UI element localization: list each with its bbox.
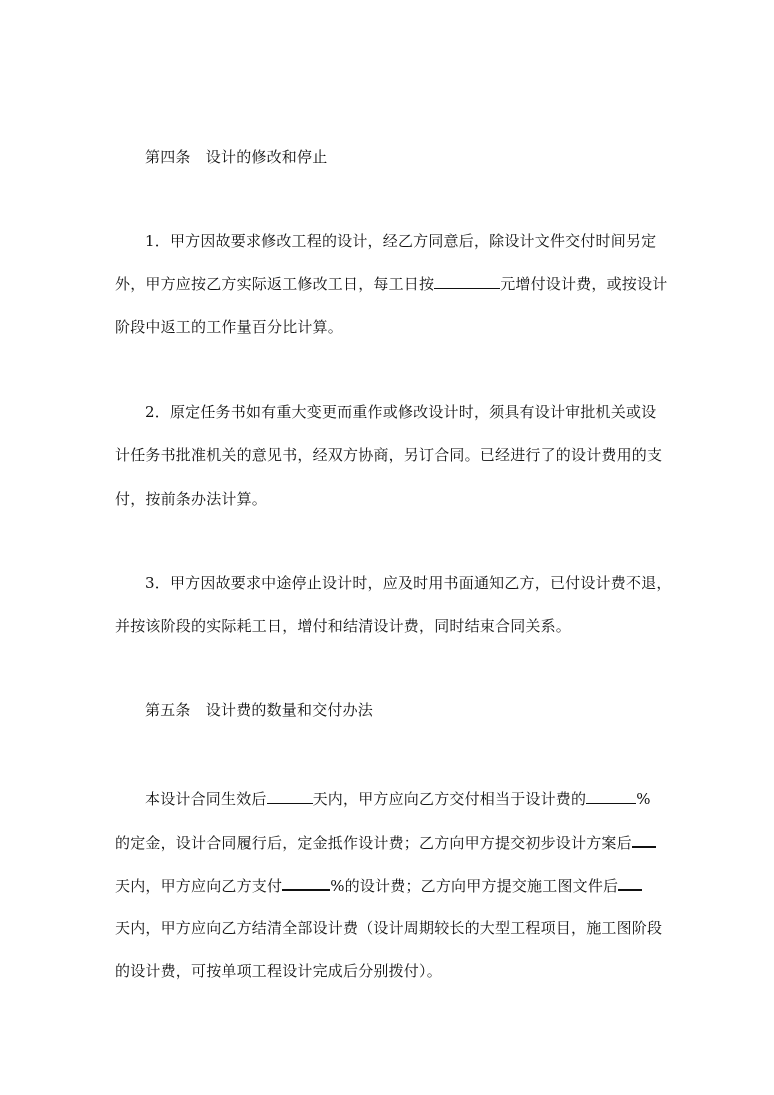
fee-per-day-blank bbox=[434, 274, 500, 289]
article4-item2-line3: 付，按前条办法计算。 bbox=[115, 490, 268, 508]
days-after-preliminary-blank bbox=[632, 832, 656, 848]
article4-item1-line2 bbox=[115, 274, 668, 294]
article5-line3-text-b: %的设计费；乙方向甲方提交施工图文件后 bbox=[330, 877, 619, 895]
payment-percent-blank bbox=[282, 875, 330, 891]
article5-line1-text-a: 本设计合同生效后 bbox=[145, 790, 267, 808]
article5-line2-text-a: 的定金，设计合同履行后，定金抵作设计费；乙方向甲方提交初步设计方案后 bbox=[115, 834, 632, 852]
days-after-effective-blank bbox=[267, 789, 313, 804]
article4-item3-line2: 并按该阶段的实际耗工日，增付和结清设计费，同时结束合同关系。 bbox=[115, 617, 572, 635]
article4-heading: 第四条 设计的修改和停止 bbox=[145, 148, 328, 166]
article5-para-line1 bbox=[145, 789, 690, 809]
days-after-construction-drawings-blank bbox=[618, 875, 642, 891]
article4-item1-line1: 1．甲方因故要求修改工程的设计，经乙方同意后，除设计文件交付时间另定 bbox=[145, 232, 657, 250]
article5-heading: 第五条 设计费的数量和交付办法 bbox=[145, 701, 374, 719]
article5-line3-text-a: 天内，甲方应向乙方支付 bbox=[115, 877, 283, 895]
article4-item2-line2: 计任务书批准机关的意见书，经双方协商，另订合同。已经进行了的设计费用的支 bbox=[115, 446, 663, 464]
article5-para-line5: 的设计费，可按单项工程设计完成后分别拨付）。 bbox=[115, 962, 442, 980]
article4-item1-line2-text-a: 外，甲方应按乙方实际返工修改工日，每工日按 bbox=[115, 275, 435, 293]
article5-para-line3 bbox=[115, 875, 660, 896]
article5-line1-text-c: % bbox=[636, 790, 651, 808]
article5-line1-text-b: 天内，甲方应向乙方交付相当于设计费的 bbox=[312, 790, 587, 808]
article4-item1-line3: 阶段中返工的工作量百分比计算。 bbox=[115, 318, 344, 336]
deposit-percent-blank bbox=[586, 789, 636, 804]
article5-para-line2 bbox=[115, 832, 660, 853]
article4-item1-line2-text-b: 元增付设计费，或按设计 bbox=[500, 275, 668, 293]
article4-item2-line1: 2．原定任务书如有重大变更而重作或修改设计时，须具有设计审批机关或设 bbox=[145, 403, 657, 421]
article4-item3-line1: 3．甲方因故要求中途停止设计时，应及时用书面通知乙方，已付设计费不退， bbox=[145, 574, 672, 592]
article5-para-line4: 天内，甲方应向乙方结清全部设计费（设计周期较长的大型工程项目，施工图阶段 bbox=[115, 919, 663, 937]
